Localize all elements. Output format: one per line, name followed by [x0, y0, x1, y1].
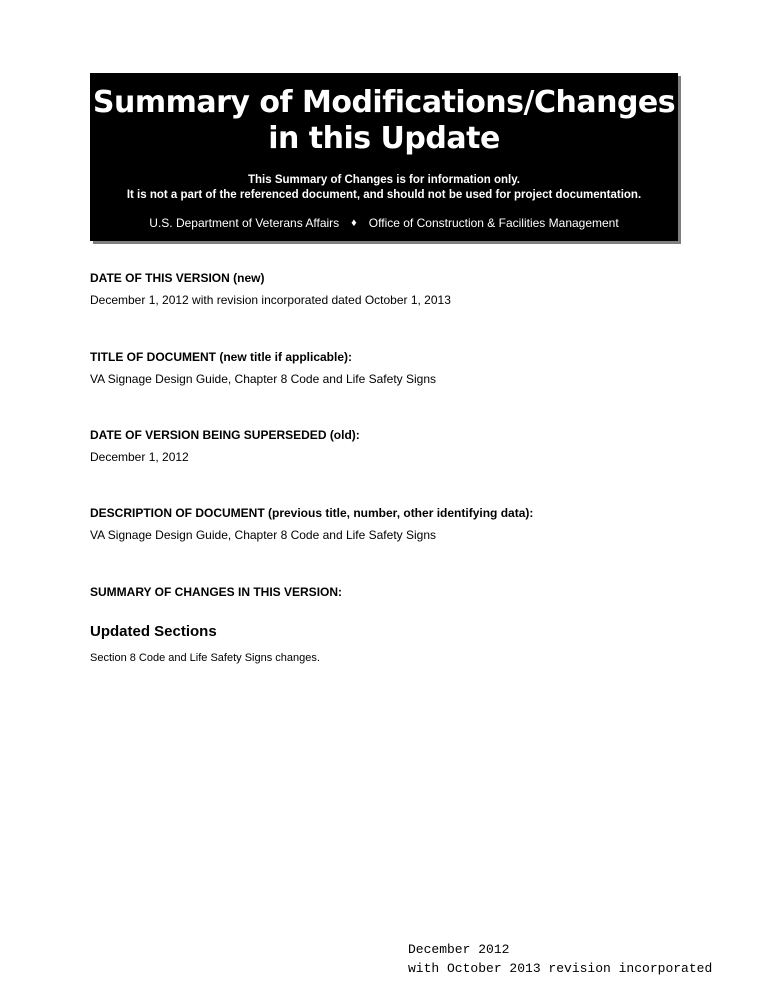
field-value: VA Signage Design Guide, Chapter 8 Code and Life Safety Signs — [90, 528, 437, 542]
summary-banner — [90, 73, 678, 241]
banner-note-line-1: This Summary of Changes is for information only. — [248, 174, 520, 186]
footer-line-2: with October 2013 revision incorporated — [408, 961, 713, 976]
banner-title-line-2: in this Update — [268, 121, 500, 156]
banner-title — [90, 85, 678, 157]
field-value: December 1, 2012 with revision incorporated dated October 1, 2013 — [90, 293, 451, 307]
banner-note-line-2: It is not a part of the referenced document, and should not be used for project documentation. — [126, 189, 642, 201]
banner-title-line-1: Summary of Modifications/Changes — [92, 85, 676, 120]
field-label: DATE OF THIS VERSION (new) — [90, 271, 265, 285]
field-date-of-version — [90, 270, 690, 308]
field-label: TITLE OF DOCUMENT (new title if applicable): — [90, 350, 353, 364]
field-value: December 1, 2012 — [90, 450, 189, 464]
footer-line-1: December 2012 — [408, 942, 510, 957]
field-description — [90, 505, 690, 543]
banner-organizations — [90, 215, 678, 231]
org-va: U.S. Department of Veterans Affairs — [149, 216, 340, 230]
field-label: DATE OF VERSION BEING SUPERSEDED (old): — [90, 428, 360, 442]
diamond-separator-icon: ♦ — [351, 217, 357, 229]
org-cfm: Office of Construction & Facilities Management — [368, 216, 619, 230]
field-date-superseded — [90, 427, 690, 465]
field-label: SUMMARY OF CHANGES IN THIS VERSION: — [90, 585, 343, 599]
field-value: VA Signage Design Guide, Chapter 8 Code and Life Safety Signs — [90, 372, 437, 386]
updated-sections-text: Section 8 Code and Life Safety Signs changes. — [90, 652, 320, 664]
field-summary-of-changes — [90, 584, 690, 600]
page-footer-date — [408, 940, 764, 978]
field-label: DESCRIPTION OF DOCUMENT (previous title, number, other identifying data): — [90, 506, 534, 520]
field-title-of-document — [90, 349, 690, 387]
updated-sections-heading: Updated Sections — [90, 623, 217, 640]
banner-note — [90, 173, 678, 203]
updated-sections — [90, 623, 690, 665]
